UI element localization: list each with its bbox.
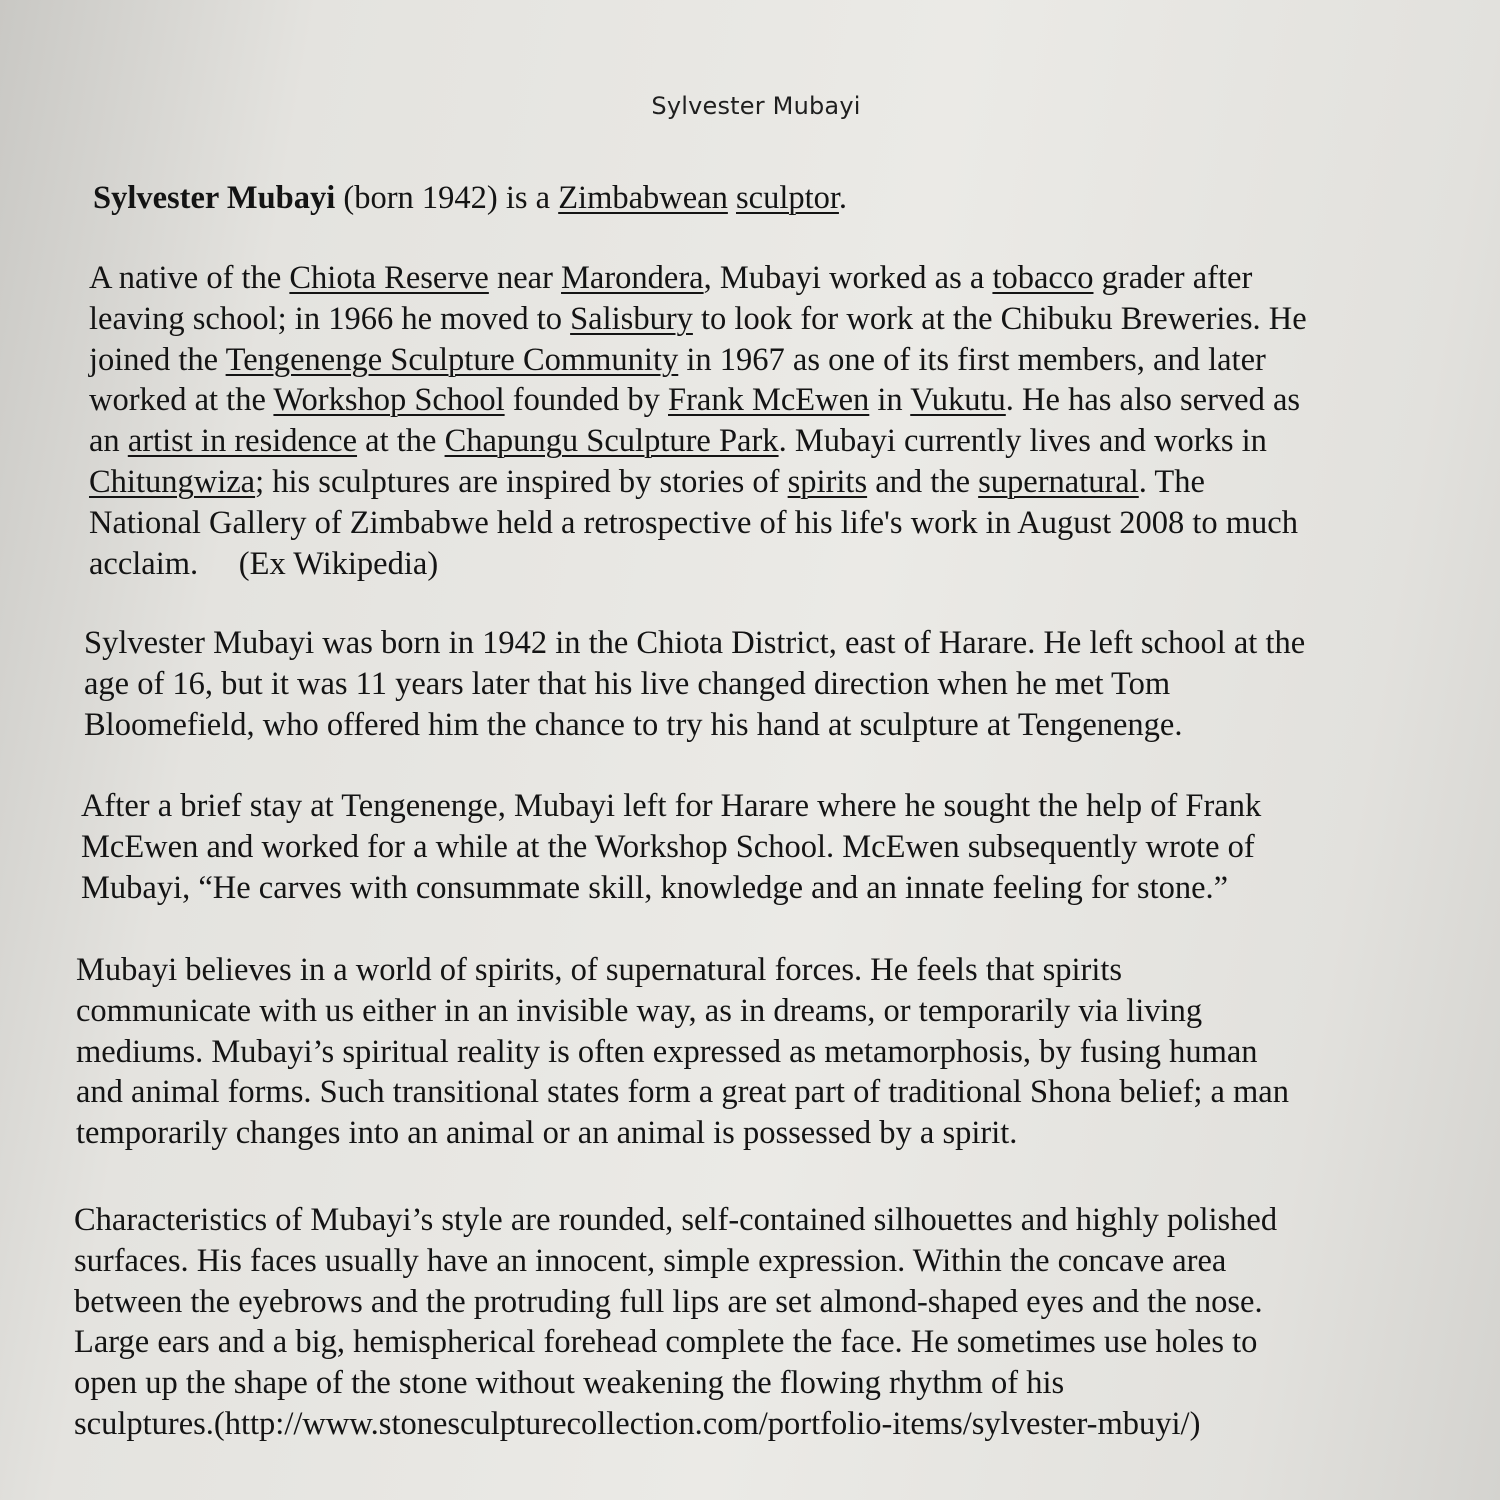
link-frank-mcewen[interactable]: Frank McEwen <box>668 382 870 419</box>
link-artist-in-residence[interactable]: artist in residence <box>127 423 358 460</box>
paragraph-line: age of 16, but it was 11 years later that his live changed direction when he met Tom <box>84 665 1171 702</box>
link-marondera[interactable]: Marondera <box>561 260 704 296</box>
paragraph-line: sculptures.(http://www.stonesculpturecollection.com/portfolio-items/sylvester-mbuyi/) <box>74 1405 1201 1442</box>
text-run: near <box>488 260 562 296</box>
paragraph-line: mediums. Mubayi’s spiritual reality is often expressed as metamorphosis, by fusing human <box>76 1033 1258 1070</box>
intro-line <box>93 178 847 219</box>
link-supernatural[interactable]: supernatural <box>978 463 1139 500</box>
paragraph-line <box>89 258 1307 299</box>
paragraph-line: Mubayi believes in a world of spirits, of supernatural forces. He feels that spirits <box>76 952 1123 988</box>
link-salisbury[interactable]: Salisbury <box>570 300 693 337</box>
text-run: ; his sculptures are inspired by stories of <box>255 463 788 500</box>
text-run <box>728 180 736 216</box>
text-run: and the <box>867 463 979 500</box>
paragraph-line: Characteristics of Mubayi’s style are rounded, self-contained silhouettes and highly polished <box>74 1202 1278 1238</box>
link-sculptor[interactable]: sculptor <box>736 180 839 216</box>
paragraph-line <box>89 421 1307 462</box>
link-tengenenge-community[interactable]: Tengenenge Sculpture Community <box>225 341 679 378</box>
text-run: . The <box>1138 463 1205 500</box>
text-run: to look for work at the Chibuku Breweries. He <box>692 300 1307 337</box>
text-run: worked at the <box>89 382 274 419</box>
link-chiota-reserve[interactable]: Chiota Reserve <box>289 260 489 296</box>
text-run: in <box>869 382 911 419</box>
spirits-paragraph <box>76 950 1289 1154</box>
paragraph-line: open up the shape of the stone without weakening the flowing rhythm of his <box>74 1365 1065 1402</box>
text-run: . <box>838 180 848 216</box>
paragraph-line: acclaim. (Ex Wikipedia) <box>89 545 439 582</box>
subject-name-bold: Sylvester Mubayi <box>93 180 336 216</box>
paragraph-line <box>89 380 1307 421</box>
paragraph-line: surfaces. His faces usually have an innocent, simple expression. Within the concave area <box>74 1242 1227 1279</box>
link-tobacco[interactable]: tobacco <box>992 260 1094 296</box>
paragraph-line: Sylvester Mubayi was born in 1942 in the Chiota District, east of Harare. He left school at the <box>84 625 1306 661</box>
text-run: , Mubayi worked as a <box>703 260 993 296</box>
paragraph-line <box>89 340 1307 381</box>
paragraph-line: between the eyebrows and the protruding full lips are set almond-shaped eyes and the nose. <box>74 1283 1263 1320</box>
paragraph-line: Large ears and a big, hemispherical forehead complete the face. He sometimes use holes to <box>74 1324 1258 1361</box>
paragraph-line: communicate with us either in an invisible way, as in dreams, or temporarily via living <box>76 992 1203 1029</box>
link-workshop-school[interactable]: Workshop School <box>273 382 505 419</box>
paragraph-line <box>89 299 1307 340</box>
paragraph-line: McEwen and worked for a while at the Workshop School. McEwen subsequently wrote of <box>81 828 1255 865</box>
link-vukutu[interactable]: Vukutu <box>910 382 1006 419</box>
mcewen-paragraph <box>81 786 1261 908</box>
style-paragraph <box>74 1200 1277 1445</box>
text-run: an <box>89 423 128 460</box>
link-spirits[interactable]: spirits <box>787 463 868 500</box>
paragraph-line: After a brief stay at Tengenenge, Mubayi left for Harare where he sought the help of Frank <box>81 788 1262 824</box>
paragraph-line: temporarily changes into an animal or an animal is possessed by a spirit. <box>76 1115 1018 1152</box>
text-run: joined the <box>89 341 226 378</box>
paragraph-line: and animal forms. Such transitional states form a great part of traditional Shona belief; a man <box>76 1074 1289 1111</box>
paragraph-line: Bloomefield, who offered him the chance to try his hand at sculpture at Tengenenge. <box>84 706 1183 743</box>
text-run: . He has also served as <box>1005 382 1301 419</box>
text-run: (born 1942) is a <box>335 180 559 216</box>
link-zimbabwean[interactable]: Zimbabwean <box>558 180 728 216</box>
page-title: Sylvester Mubayi <box>651 92 861 120</box>
text-run: . Mubayi currently lives and works in <box>778 423 1267 460</box>
text-run: A native of the <box>89 260 290 296</box>
link-chitungwiza[interactable]: Chitungwiza <box>89 463 256 500</box>
paragraph-line: National Gallery of Zimbabwe held a retrospective of his life's work in August 2008 to much <box>89 504 1298 541</box>
text-run: founded by <box>504 382 668 419</box>
paragraph-line: Mubayi, “He carves with consummate skill, knowledge and an innate feeling for stone.” <box>81 869 1229 906</box>
paragraph-line <box>89 462 1307 503</box>
text-run: in 1967 as one of its first members, and later <box>678 341 1266 378</box>
link-chapungu-sculpture-park[interactable]: Chapungu Sculpture Park <box>444 423 779 460</box>
intro-paragraph <box>93 178 847 219</box>
text-run: grader after <box>1093 260 1253 296</box>
text-run: at the <box>357 423 445 460</box>
text-run: leaving school; in 1966 he moved to <box>89 300 571 337</box>
wikipedia-paragraph <box>89 258 1307 584</box>
birth-paragraph <box>84 623 1305 745</box>
